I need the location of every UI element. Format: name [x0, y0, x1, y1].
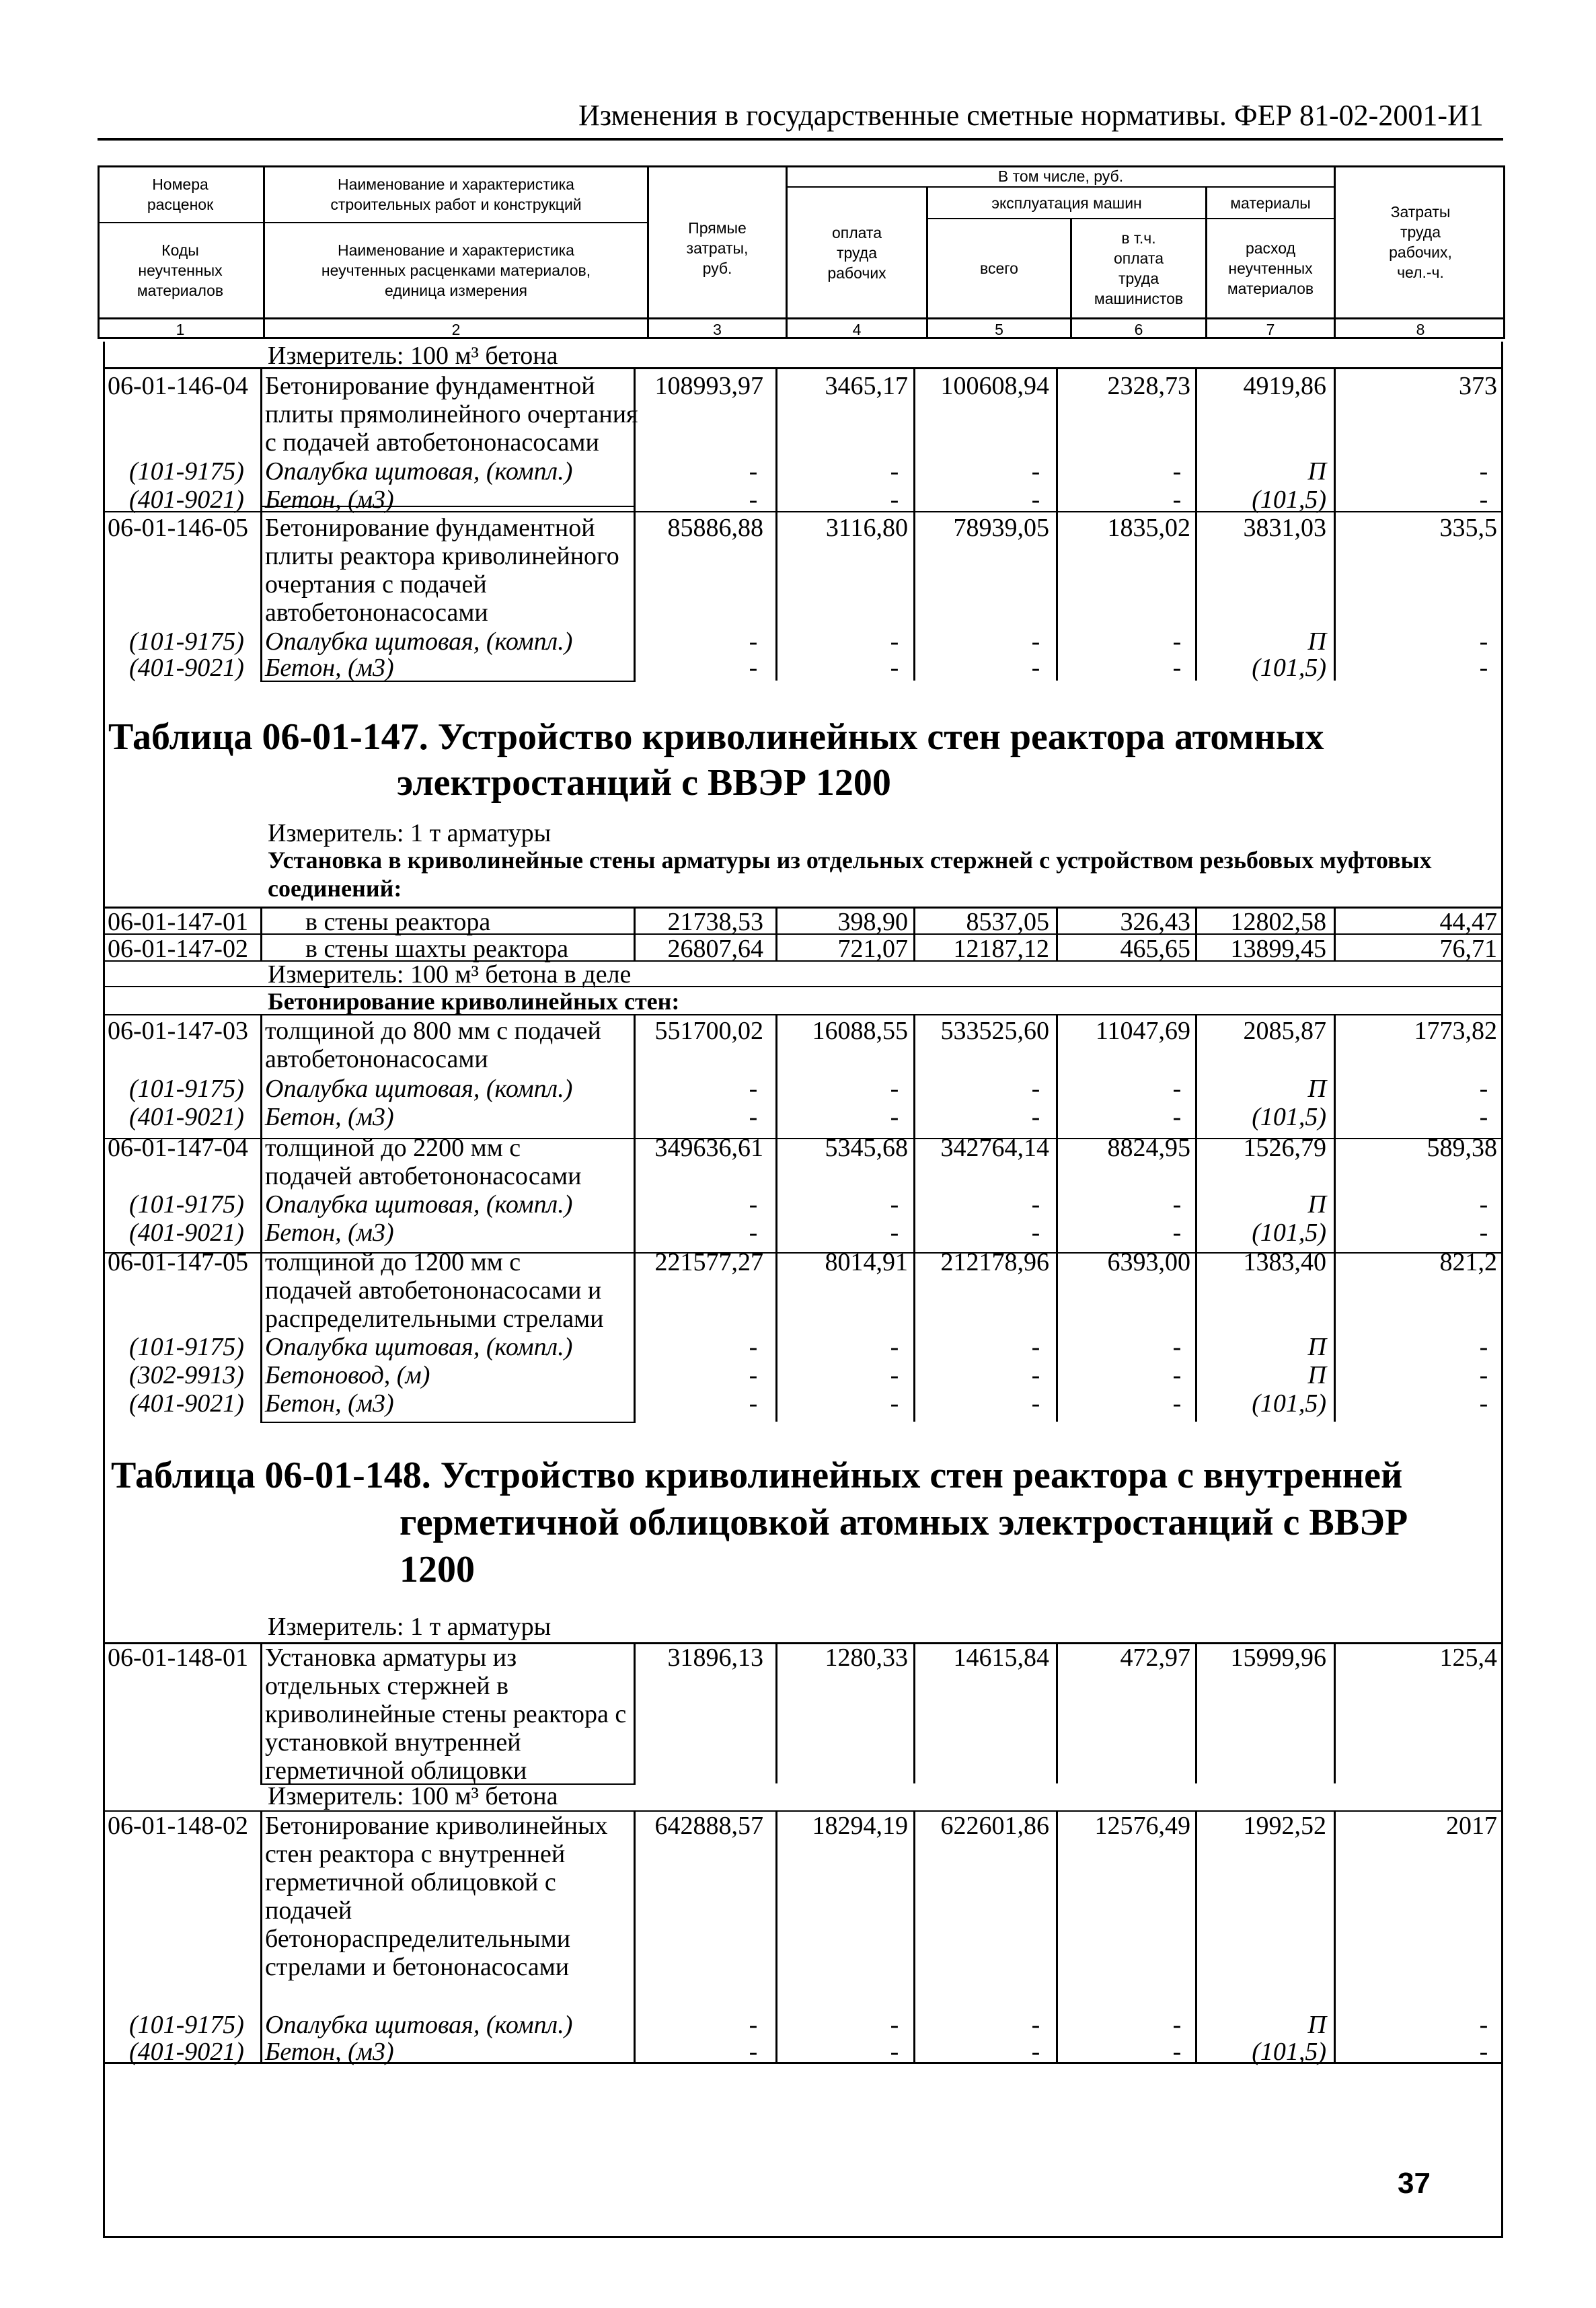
direct-cost: 642888,57	[654, 1812, 763, 1840]
labor-cost: -	[890, 1389, 899, 1418]
group-subheading: Установка в криволинейные стены арматуры из отдельных стержней с устройством резьбовых муфтовых	[268, 847, 1432, 874]
measure-label: Измеритель: 100 м³ бетона	[268, 1782, 558, 1810]
machine-cost: 8537,05	[966, 908, 1049, 936]
row-code: 06-01-147-04	[108, 1134, 248, 1162]
machinist-labor-cost: -	[1172, 1333, 1182, 1361]
materials-cost: (101,5)	[1252, 486, 1326, 514]
table-title-147: Таблица 06-01-147. Устройство криволинейных стен реактора атомных	[108, 716, 1324, 758]
material-code: (101-9175)	[129, 1333, 244, 1361]
measure-label: Измеритель: 100 м³ бетона	[268, 342, 558, 370]
header-col7: расход неучтенных материалов	[1227, 239, 1314, 297]
direct-cost: -	[749, 1333, 758, 1361]
material-name: Бетон, (м3)	[265, 654, 394, 682]
labor-cost: -	[890, 1190, 899, 1219]
direct-cost: -	[749, 1075, 758, 1103]
labor-cost: -	[890, 2011, 899, 2039]
machine-cost: -	[1031, 1333, 1040, 1361]
row-description: Установка арматуры из отдельных стержней в криволинейные стены реактора с установкой внутренней герметичной облицовки	[265, 1644, 627, 1785]
labor-hours: -	[1479, 457, 1488, 486]
materials-cost: 4919,86	[1243, 372, 1326, 400]
labor-hours: -	[1479, 2038, 1488, 2066]
materials-cost: П	[1307, 1333, 1326, 1361]
material-name: Бетон, (м3)	[265, 1219, 394, 1247]
machine-cost: -	[1031, 1219, 1040, 1247]
direct-cost: -	[749, 627, 758, 656]
material-name: Бетон, (м3)	[265, 2038, 394, 2066]
column-number: 4	[852, 320, 862, 338]
labor-cost: -	[890, 457, 899, 486]
labor-hours: 821,2	[1439, 1248, 1497, 1276]
materials-cost: 2085,87	[1243, 1017, 1326, 1045]
machine-cost: -	[1031, 2011, 1040, 2039]
row-description: толщиной до 1200 мм с подачей автобетононасосами и распределительными стрелами	[265, 1248, 604, 1333]
direct-cost: -	[749, 654, 758, 682]
direct-cost: 85886,88	[667, 514, 763, 542]
measure-label: Измеритель: 1 т арматуры	[268, 1613, 552, 1641]
row-code: 06-01-148-01	[108, 1644, 248, 1672]
header-col8: Затраты труда рабочих, чел.-ч.	[1389, 203, 1452, 281]
material-code: (401-9021)	[129, 654, 244, 682]
machinist-labor-cost: -	[1172, 2038, 1182, 2066]
row-code: 06-01-146-04	[108, 372, 248, 400]
material-code: (401-9021)	[129, 1103, 244, 1131]
labor-hours: -	[1479, 2011, 1488, 2039]
machine-cost: -	[1031, 1103, 1040, 1131]
machinist-labor-cost: -	[1172, 1219, 1182, 1247]
materials-cost: (101,5)	[1252, 2038, 1326, 2066]
machine-cost: -	[1031, 654, 1040, 682]
labor-hours: -	[1479, 1075, 1488, 1103]
labor-cost: 18294,19	[812, 1812, 908, 1840]
column-number: 5	[995, 320, 1003, 338]
header-col2-top: Наименование и характеристика строительных работ и конструкций	[330, 176, 582, 213]
header-col1-bottom: Коды неучтенных материалов	[137, 241, 224, 299]
materials-cost: П	[1307, 627, 1326, 656]
machinist-labor-cost: 472,97	[1120, 1644, 1190, 1672]
material-name: Опалубка щитовая, (компл.)	[265, 457, 573, 486]
labor-cost: -	[890, 1103, 899, 1131]
machine-cost: 78939,05	[953, 514, 1049, 542]
header-col6: в т.ч. оплата труда машинистов	[1094, 229, 1184, 307]
group-subheading: Бетонирование криволинейных стен:	[268, 988, 680, 1015]
material-name: Бетон, (м3)	[265, 486, 394, 514]
column-number: 2	[451, 320, 461, 338]
material-name: Бетон, (м3)	[265, 1103, 394, 1131]
machine-cost: 212178,96	[940, 1248, 1049, 1276]
materials-cost: (101,5)	[1252, 1103, 1326, 1131]
direct-cost: 551700,02	[654, 1017, 763, 1045]
labor-cost: -	[890, 1219, 899, 1247]
material-name: Опалубка щитовая, (компл.)	[265, 627, 573, 656]
labor-hours: 373	[1459, 372, 1497, 400]
materials-cost: П	[1307, 1075, 1326, 1103]
machinist-labor-cost: -	[1172, 627, 1182, 656]
material-name: Опалубка щитовая, (компл.)	[265, 1190, 573, 1219]
materials-cost: 1526,79	[1243, 1134, 1326, 1162]
page-number: 37	[1398, 2167, 1431, 2200]
table-title-148-line3: 1200	[400, 1549, 475, 1590]
machine-cost: -	[1031, 1075, 1040, 1103]
materials-cost: (101,5)	[1252, 1219, 1326, 1247]
material-code: (302-9913)	[129, 1361, 244, 1389]
direct-cost: -	[749, 1219, 758, 1247]
labor-hours: -	[1479, 1190, 1488, 1219]
direct-cost: -	[749, 1103, 758, 1131]
labor-hours: -	[1479, 486, 1488, 514]
materials-cost: 3831,03	[1243, 514, 1326, 542]
labor-hours: 125,4	[1439, 1644, 1497, 1672]
header-col2-bottom: Наименование и характеристика неучтенных расценками материалов, единица измерения	[321, 241, 591, 299]
row-description: Бетонирование криволинейных стен реактора с внутренней герметичной облицовкой с подачей бетонораспределительными стрелами и бетононасосами	[265, 1812, 608, 1981]
direct-cost: 31896,13	[667, 1644, 763, 1672]
header-col1-top: Номера расценок	[147, 176, 214, 213]
group-subheading-cont: соединений:	[268, 875, 402, 902]
material-code: (101-9175)	[129, 2011, 244, 2039]
machine-cost: -	[1031, 457, 1040, 486]
machinist-labor-cost: -	[1172, 1190, 1182, 1219]
labor-hours: -	[1479, 1103, 1488, 1131]
machine-cost: 342764,14	[940, 1134, 1049, 1162]
direct-cost: -	[749, 457, 758, 486]
table-title-147-line2: электростанций с ВВЭР 1200	[397, 762, 891, 804]
column-number: 6	[1134, 320, 1143, 338]
row-code: 06-01-147-01	[108, 908, 248, 936]
labor-hours: -	[1479, 1219, 1488, 1247]
direct-cost: -	[749, 2011, 758, 2039]
material-name: Бетоновод, (м)	[265, 1361, 430, 1389]
material-name: Опалубка щитовая, (компл.)	[265, 1333, 573, 1361]
labor-hours: 1773,82	[1414, 1017, 1497, 1045]
labor-cost: 3465,17	[825, 372, 908, 400]
direct-cost: 26807,64	[667, 935, 763, 963]
table-title-148-line2: герметичной облицовкой атомных электростанций с ВВЭР	[400, 1502, 1408, 1543]
column-number: 3	[713, 320, 722, 338]
column-number: 8	[1416, 320, 1425, 338]
machine-cost: -	[1031, 1190, 1040, 1219]
machinist-labor-cost: -	[1172, 1103, 1182, 1131]
machinist-labor-cost: 2328,73	[1107, 372, 1190, 400]
materials-cost: П	[1307, 457, 1326, 486]
machinist-labor-cost: 326,43	[1120, 908, 1190, 936]
materials-cost: П	[1307, 1361, 1326, 1389]
material-name: Бетон, (м3)	[265, 1389, 394, 1418]
labor-cost: -	[890, 1075, 899, 1103]
labor-cost: 721,07	[837, 935, 908, 963]
machinist-labor-cost: -	[1172, 1389, 1182, 1418]
labor-cost: 398,90	[837, 908, 908, 936]
materials-cost: 1383,40	[1243, 1248, 1326, 1276]
labor-cost: -	[890, 2038, 899, 2066]
labor-cost: 16088,55	[812, 1017, 908, 1045]
material-code: (101-9175)	[129, 627, 244, 656]
row-description: в стены шахты реактора	[305, 935, 569, 963]
labor-hours: 335,5	[1439, 514, 1497, 542]
machine-cost: 622601,86	[940, 1812, 1049, 1840]
direct-cost: -	[749, 1389, 758, 1418]
direct-cost: -	[749, 1361, 758, 1389]
material-code: (101-9175)	[129, 457, 244, 486]
materials-cost: 1992,52	[1243, 1812, 1326, 1840]
machinist-labor-cost: -	[1172, 1361, 1182, 1389]
row-code: 06-01-147-05	[108, 1248, 248, 1276]
machinist-labor-cost: -	[1172, 1075, 1182, 1103]
labor-hours: 2017	[1446, 1812, 1497, 1840]
material-code: (101-9175)	[129, 1075, 244, 1103]
machinist-labor-cost: -	[1172, 486, 1182, 514]
measure-label: Измеритель: 100 м³ бетона в деле	[268, 960, 632, 989]
direct-cost: 108993,97	[654, 372, 763, 400]
direct-cost: -	[749, 1190, 758, 1219]
labor-hours: 76,71	[1439, 935, 1497, 963]
materials-cost: П	[1307, 2011, 1326, 2039]
labor-cost: -	[890, 654, 899, 682]
row-description: Бетонирование фундаментной плиты прямолинейного очертания с подачей автобетононасосами	[265, 372, 638, 457]
machinist-labor-cost: 12576,49	[1094, 1812, 1190, 1840]
running-title: Изменения в государственные сметные нормативы. ФЕР 81-02-2001-И1	[578, 99, 1484, 132]
row-description: в стены реактора	[305, 908, 491, 936]
labor-hours: -	[1479, 1361, 1488, 1389]
materials-cost: 15999,96	[1230, 1644, 1326, 1672]
header-machines: эксплуатация машин	[991, 194, 1142, 212]
labor-cost: 3116,80	[825, 514, 908, 542]
labor-hours: -	[1479, 1389, 1488, 1418]
machine-cost: -	[1031, 2038, 1040, 2066]
machinist-labor-cost: 1835,02	[1107, 514, 1190, 542]
materials-cost: 13899,45	[1230, 935, 1326, 963]
material-name: Опалубка щитовая, (компл.)	[265, 2011, 573, 2039]
machinist-labor-cost: 6393,00	[1107, 1248, 1190, 1276]
materials-cost: (101,5)	[1252, 1389, 1326, 1418]
labor-cost: -	[890, 1333, 899, 1361]
labor-cost: -	[890, 486, 899, 514]
material-code: (101-9175)	[129, 1190, 244, 1219]
header-col5: всего	[980, 260, 1018, 277]
labor-hours: 589,38	[1427, 1134, 1497, 1162]
labor-cost: -	[890, 1361, 899, 1389]
header-materials: материалы	[1230, 194, 1311, 212]
labor-cost: 1280,33	[825, 1644, 908, 1672]
row-description: толщиной до 2200 мм с подачей автобетононасосами	[265, 1134, 582, 1190]
column-header	[98, 165, 1505, 339]
labor-hours: -	[1479, 627, 1488, 656]
machine-cost: 100608,94	[940, 372, 1049, 400]
machine-cost: -	[1031, 627, 1040, 656]
material-code: (401-9021)	[129, 1219, 244, 1247]
table-title-148: Таблица 06-01-148. Устройство криволинейных стен реактора с внутренней	[111, 1455, 1403, 1496]
machine-cost: -	[1031, 486, 1040, 514]
labor-hours: -	[1479, 654, 1488, 682]
machine-cost: -	[1031, 1389, 1040, 1418]
direct-cost: 21738,53	[667, 908, 763, 936]
header-col4: оплата труда рабочих	[827, 223, 886, 282]
column-number: 7	[1266, 320, 1275, 338]
materials-cost: (101,5)	[1252, 654, 1326, 682]
labor-cost: 8014,91	[825, 1248, 908, 1276]
row-description: Бетонирование фундаментной плиты реактора криволинейного очертания с подачей автобетононасосами	[265, 514, 619, 627]
row-code: 06-01-146-05	[108, 514, 248, 542]
header-group: В том числе, руб.	[997, 167, 1124, 185]
column-number: 1	[176, 320, 185, 338]
machine-cost: 14615,84	[953, 1644, 1049, 1672]
labor-hours: 44,47	[1439, 908, 1497, 936]
labor-cost: -	[890, 627, 899, 656]
machinist-labor-cost: -	[1172, 457, 1182, 486]
direct-cost: -	[749, 486, 758, 514]
machine-cost: -	[1031, 1361, 1040, 1389]
direct-cost: 349636,61	[654, 1134, 763, 1162]
machinist-labor-cost: 465,65	[1120, 935, 1190, 963]
labor-cost: 5345,68	[825, 1134, 908, 1162]
labor-hours: -	[1479, 1333, 1488, 1361]
machine-cost: 12187,12	[953, 935, 1049, 963]
row-code: 06-01-147-02	[108, 935, 248, 963]
machinist-labor-cost: 11047,69	[1095, 1017, 1190, 1045]
direct-cost: -	[749, 2038, 758, 2066]
row-description: толщиной до 800 мм с подачей автобетононасосами	[265, 1017, 601, 1073]
direct-cost: 221577,27	[654, 1248, 763, 1276]
measure-label: Измеритель: 1 т арматуры	[268, 819, 552, 847]
material-code: (401-9021)	[129, 2038, 244, 2066]
materials-cost: 12802,58	[1230, 908, 1326, 936]
material-code: (401-9021)	[129, 1389, 244, 1418]
machinist-labor-cost: -	[1172, 2011, 1182, 2039]
material-code: (401-9021)	[129, 486, 244, 514]
header-col3: Прямые затраты, руб.	[686, 219, 749, 277]
machine-cost: 533525,60	[940, 1017, 1049, 1045]
row-code: 06-01-147-03	[108, 1017, 248, 1045]
header-rule	[98, 138, 1503, 141]
row-code: 06-01-148-02	[108, 1812, 248, 1840]
machinist-labor-cost: -	[1172, 654, 1182, 682]
material-name: Опалубка щитовая, (компл.)	[265, 1075, 573, 1103]
machinist-labor-cost: 8824,95	[1107, 1134, 1190, 1162]
materials-cost: П	[1307, 1190, 1326, 1219]
